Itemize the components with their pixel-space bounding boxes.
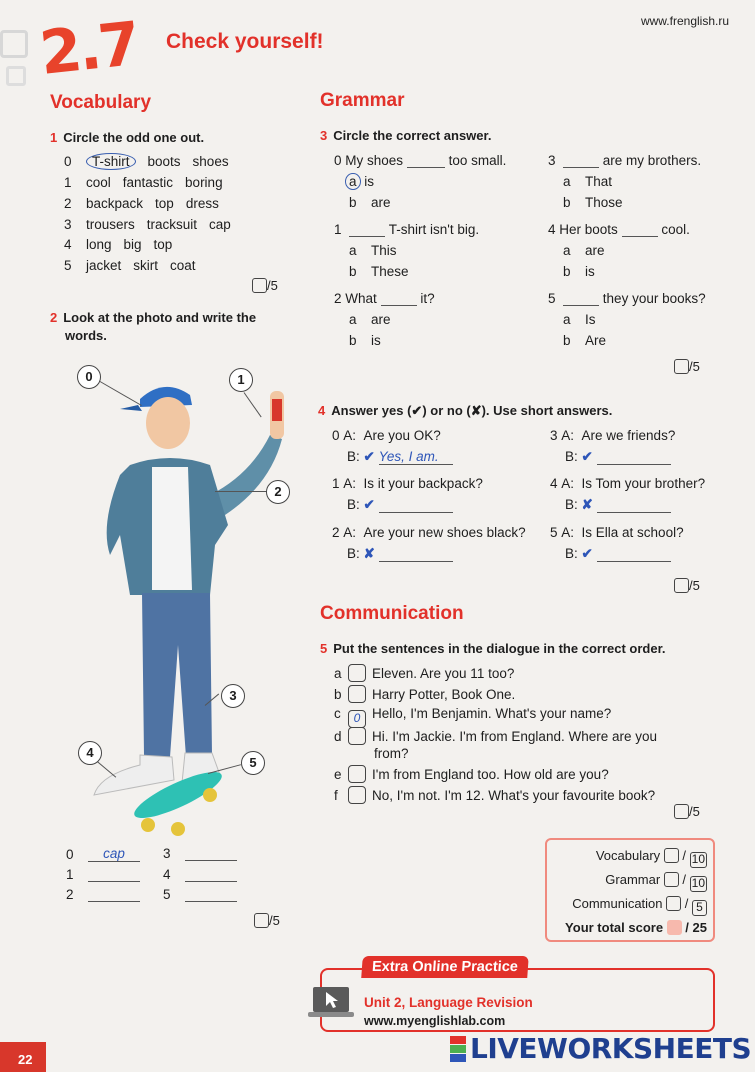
q1-word[interactable]: tracksuit	[146, 217, 198, 232]
q3-option-a[interactable]: a This	[349, 243, 397, 258]
vocabulary-heading: Vocabulary	[50, 92, 152, 113]
score-box[interactable]	[664, 848, 679, 863]
q4-answer-2: B: ✘	[347, 546, 453, 562]
q1-word[interactable]: fantastic	[122, 175, 174, 190]
q5-item-c: c 0 Hello, I'm Benjamin. What's your name?	[334, 706, 611, 728]
score-box[interactable]	[664, 872, 679, 887]
answer-field[interactable]: Yes, I am.	[379, 449, 453, 465]
q4-question-0: 0 A: Are you OK?	[332, 428, 441, 443]
q3-item-0: 0 My shoes too small.	[334, 153, 507, 168]
score-box[interactable]	[674, 804, 689, 819]
q1-row-4: 4 long big top	[64, 237, 173, 252]
decorative-square	[0, 30, 28, 58]
score-row-vocabulary: Vocabulary / 10	[595, 848, 705, 866]
answer-field[interactable]	[379, 498, 453, 513]
q3-option-a[interactable]: a That	[563, 174, 613, 189]
q1-word[interactable]: cool	[86, 175, 111, 190]
order-box[interactable]	[348, 765, 366, 783]
q5-item-f: f No, I'm not. I'm 12. What's your favourite book?	[334, 788, 656, 803]
q3-option-b[interactable]: b Those	[563, 195, 623, 210]
leader-line	[215, 491, 267, 492]
q2-answer-0: 0 cap	[66, 846, 140, 862]
callout-4: 4	[78, 741, 102, 765]
q1-word[interactable]: trousers	[86, 217, 135, 232]
q4-question-5: 5 A: Is Ella at school?	[550, 525, 684, 540]
communication-heading: Communication	[320, 603, 464, 624]
q3-option-b[interactable]: b These	[349, 264, 409, 279]
order-box[interactable]	[348, 727, 366, 745]
score-box[interactable]	[674, 578, 689, 593]
extra-practice-tab: Extra Online Practice	[361, 956, 528, 978]
q5-item-a: a Eleven. Are you 11 too?	[334, 666, 515, 681]
q4-title: 4 Answer yes (✔) or no (✘). Use short answers.	[318, 403, 613, 418]
order-box[interactable]	[348, 664, 366, 682]
q3-item-5: 5 they your books?	[548, 291, 706, 306]
q4-question-2: 2 A: Are your new shoes black?	[332, 525, 526, 540]
q4-answer-4: B: ✘	[565, 497, 671, 513]
grammar-heading: Grammar	[320, 90, 405, 111]
laptop-cursor-icon	[308, 984, 354, 1022]
score-box[interactable]	[254, 913, 269, 928]
liveworksheets-logo-icon	[450, 1036, 466, 1062]
q5-item-e: e I'm from England too. How old are you?	[334, 767, 609, 782]
q2-answer-5: 5	[163, 887, 237, 902]
answer-field[interactable]	[597, 547, 671, 562]
q1-word[interactable]: boots	[147, 154, 181, 169]
extra-practice-url[interactable]: www.myenglishlab.com	[364, 1014, 506, 1028]
score-box[interactable]	[674, 359, 689, 374]
q3-option-a[interactable]: a are	[349, 312, 391, 327]
q3-option-b[interactable]: b Are	[563, 333, 607, 348]
q1-row-3: 3 trousers tracksuit cap	[64, 217, 231, 232]
q1-word[interactable]: T-shirt	[86, 153, 136, 170]
q3-option-a[interactable]: a is	[345, 174, 374, 189]
callout-5: 5	[241, 751, 265, 775]
score-box[interactable]	[252, 278, 267, 293]
callout-3: 3	[221, 684, 245, 708]
q1-row-1: 1 cool fantastic boring	[64, 175, 223, 190]
q1-word[interactable]: big	[123, 237, 142, 252]
q3-score: /5	[674, 359, 700, 374]
answer-field[interactable]: cap	[88, 846, 140, 862]
q1-score: /5	[252, 278, 278, 293]
q1-word[interactable]: shoes	[192, 154, 229, 169]
q1-row-0: 0 T-shirt boots shoes	[64, 154, 229, 169]
q5-score: /5	[674, 804, 700, 819]
q4-score: /5	[674, 578, 700, 593]
q2-answer-1: 1	[66, 867, 140, 882]
boy-photo	[60, 355, 320, 845]
q3-option-a[interactable]: a Is	[563, 312, 596, 327]
q1-row-5: 5 jacket skirt coat	[64, 258, 196, 273]
q4-answer-3: B: ✔	[565, 449, 671, 465]
q3-option-b[interactable]: b is	[563, 264, 595, 279]
q3-item-4: 4 Her boots cool.	[548, 222, 690, 237]
q1-word[interactable]: top	[153, 237, 173, 252]
decorative-square-small	[6, 66, 26, 86]
q4-answer-1: B: ✔	[347, 497, 453, 513]
q1-row-2: 2 backpack top dress	[64, 196, 219, 211]
order-box[interactable]	[348, 786, 366, 804]
callout-2: 2	[266, 480, 290, 504]
q4-answer-0: B: ✔ Yes, I am.	[347, 449, 453, 465]
q3-title: 3 Circle the correct answer.	[320, 128, 492, 143]
answer-field[interactable]	[185, 860, 237, 861]
q3-option-b[interactable]: b are	[349, 195, 391, 210]
q5-item-b: b Harry Potter, Book One.	[334, 687, 516, 702]
q3-item-3: 3 are my brothers.	[548, 153, 702, 168]
q1-word[interactable]: coat	[170, 258, 196, 273]
q3-option-a[interactable]: a are	[563, 243, 605, 258]
answer-field[interactable]	[597, 450, 671, 465]
page-title: Check yourself!	[166, 30, 324, 53]
q2-answer-4: 4	[163, 867, 237, 882]
q4-question-3: 3 A: Are we friends?	[550, 428, 676, 443]
q1-word[interactable]: jacket	[86, 258, 122, 273]
q4-answer-5: B: ✔	[565, 546, 671, 562]
score-row-total: Your total score / 25	[565, 920, 707, 935]
q1-title: 1 Circle the odd one out.	[50, 130, 205, 145]
q2-answer-3: 3	[163, 846, 237, 861]
total-score-box[interactable]	[667, 920, 682, 935]
callout-0: 0	[77, 365, 101, 389]
q3-item-2: 2 What it?	[334, 291, 435, 306]
answer-field[interactable]	[185, 901, 237, 902]
callout-1: 1	[229, 368, 253, 392]
answer-field[interactable]	[597, 498, 671, 513]
order-box[interactable]	[348, 685, 366, 703]
score-row-communication: Communication / 5	[572, 896, 707, 916]
answer-field[interactable]	[379, 547, 453, 562]
q1-word[interactable]: backpack	[86, 196, 144, 211]
answer-field[interactable]	[88, 881, 140, 882]
answer-field[interactable]	[88, 901, 140, 902]
site-url: www.frenglish.ru	[640, 14, 729, 28]
q1-word[interactable]: long	[86, 237, 112, 252]
page-number: 22	[0, 1042, 46, 1072]
q1-word[interactable]: cap	[209, 217, 231, 232]
liveworksheets-brand: LIVEWORKSHEETS	[470, 1032, 752, 1065]
q3-item-1: 1 T-shirt isn't big.	[334, 222, 480, 237]
q2-score: /5	[254, 913, 280, 928]
q1-word[interactable]: boring	[185, 175, 223, 190]
q4-question-4: 4 A: Is Tom your brother?	[550, 476, 706, 491]
q2-title: 2 Look at the photo and write the words.	[50, 310, 257, 343]
score-box[interactable]	[666, 896, 681, 911]
unit-number: 2.7	[36, 9, 141, 89]
extra-practice-unit: Unit 2, Language Revision	[364, 995, 533, 1010]
q4-question-1: 1 A: Is it your backpack?	[332, 476, 483, 491]
q1-word[interactable]: dress	[185, 196, 219, 211]
q2-answer-2: 2	[66, 887, 140, 902]
answer-field[interactable]	[185, 881, 237, 882]
q5-item-d: d Hi. I'm Jackie. I'm from England. Where are you from?	[334, 729, 658, 761]
order-box[interactable]: 0	[348, 710, 366, 728]
q1-word[interactable]: top	[155, 196, 174, 211]
score-row-grammar: Grammar / 10	[605, 872, 705, 890]
q5-title: 5 Put the sentences in the dialogue in the correct order.	[320, 641, 666, 656]
q1-word[interactable]: skirt	[133, 258, 159, 273]
q3-option-b[interactable]: b is	[349, 333, 381, 348]
